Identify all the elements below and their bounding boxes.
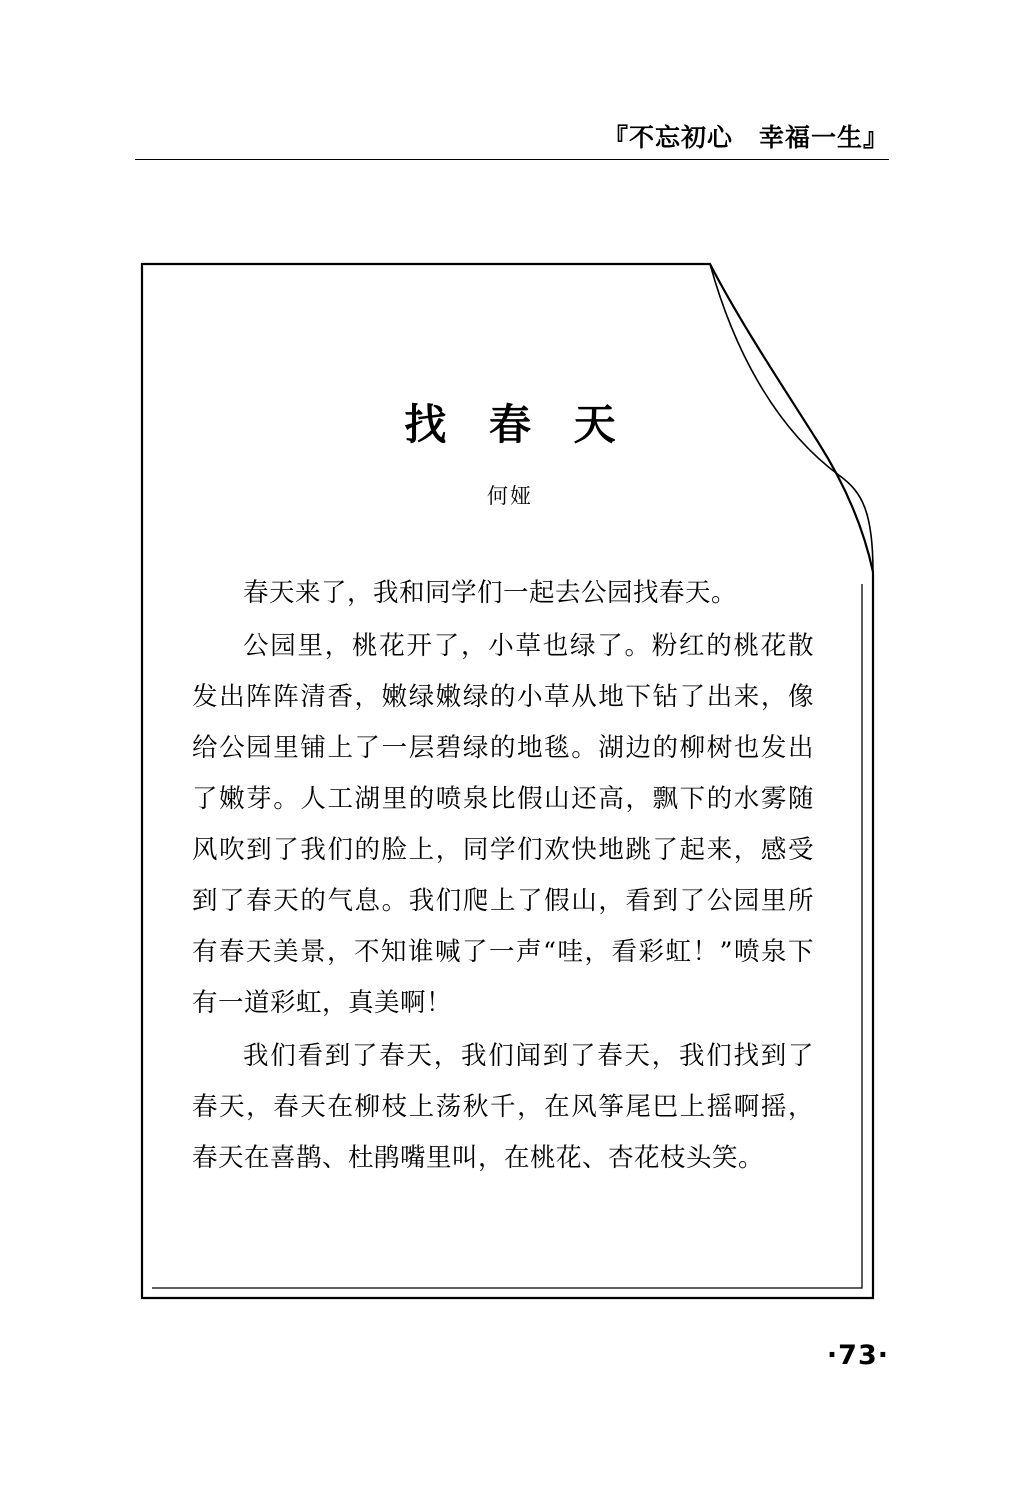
article-body xyxy=(180,568,840,1184)
running-head-title: 『不忘初心 幸福一生』 xyxy=(602,123,889,152)
article-frame xyxy=(140,262,885,1322)
page-number: ·73· xyxy=(826,1340,889,1371)
article-title: 找 春 天 xyxy=(404,400,630,449)
running-head xyxy=(135,112,889,160)
header-divider xyxy=(135,159,889,160)
article-author: 何娅 xyxy=(487,484,533,508)
article xyxy=(180,262,840,1186)
paragraph: 公园里，桃花开了，小草也绿了。粉红的桃花散发出阵阵清香，嫩绿嫩绿的小草从地下钻了出来，像给公园里铺上了一层碧绿的地毯。湖边的柳树也发出了嫩芽。人工湖里的喷泉比假山还高，飘下的水雾随风吹到了我们的脸上，同学们欢快地跳了起来，感受到了春天的气息。我们爬上了假山，看到了公园里所有春天美景，不知谁喊了一声“哇，看彩虹！”喷泉下有一道彩虹，真美啊！ xyxy=(192,631,814,1018)
paragraph: 春天来了，我和同学们一起去公园找春天。 xyxy=(243,578,738,608)
paragraph: 我们看到了春天，我们闻到了春天，我们找到了春天，春天在柳枝上荡秋千，在风筝尾巴上摇啊摇，春天在喜鹊、杜鹃嘴里叫，在桃花、杏花枝头笑。 xyxy=(192,1041,814,1173)
